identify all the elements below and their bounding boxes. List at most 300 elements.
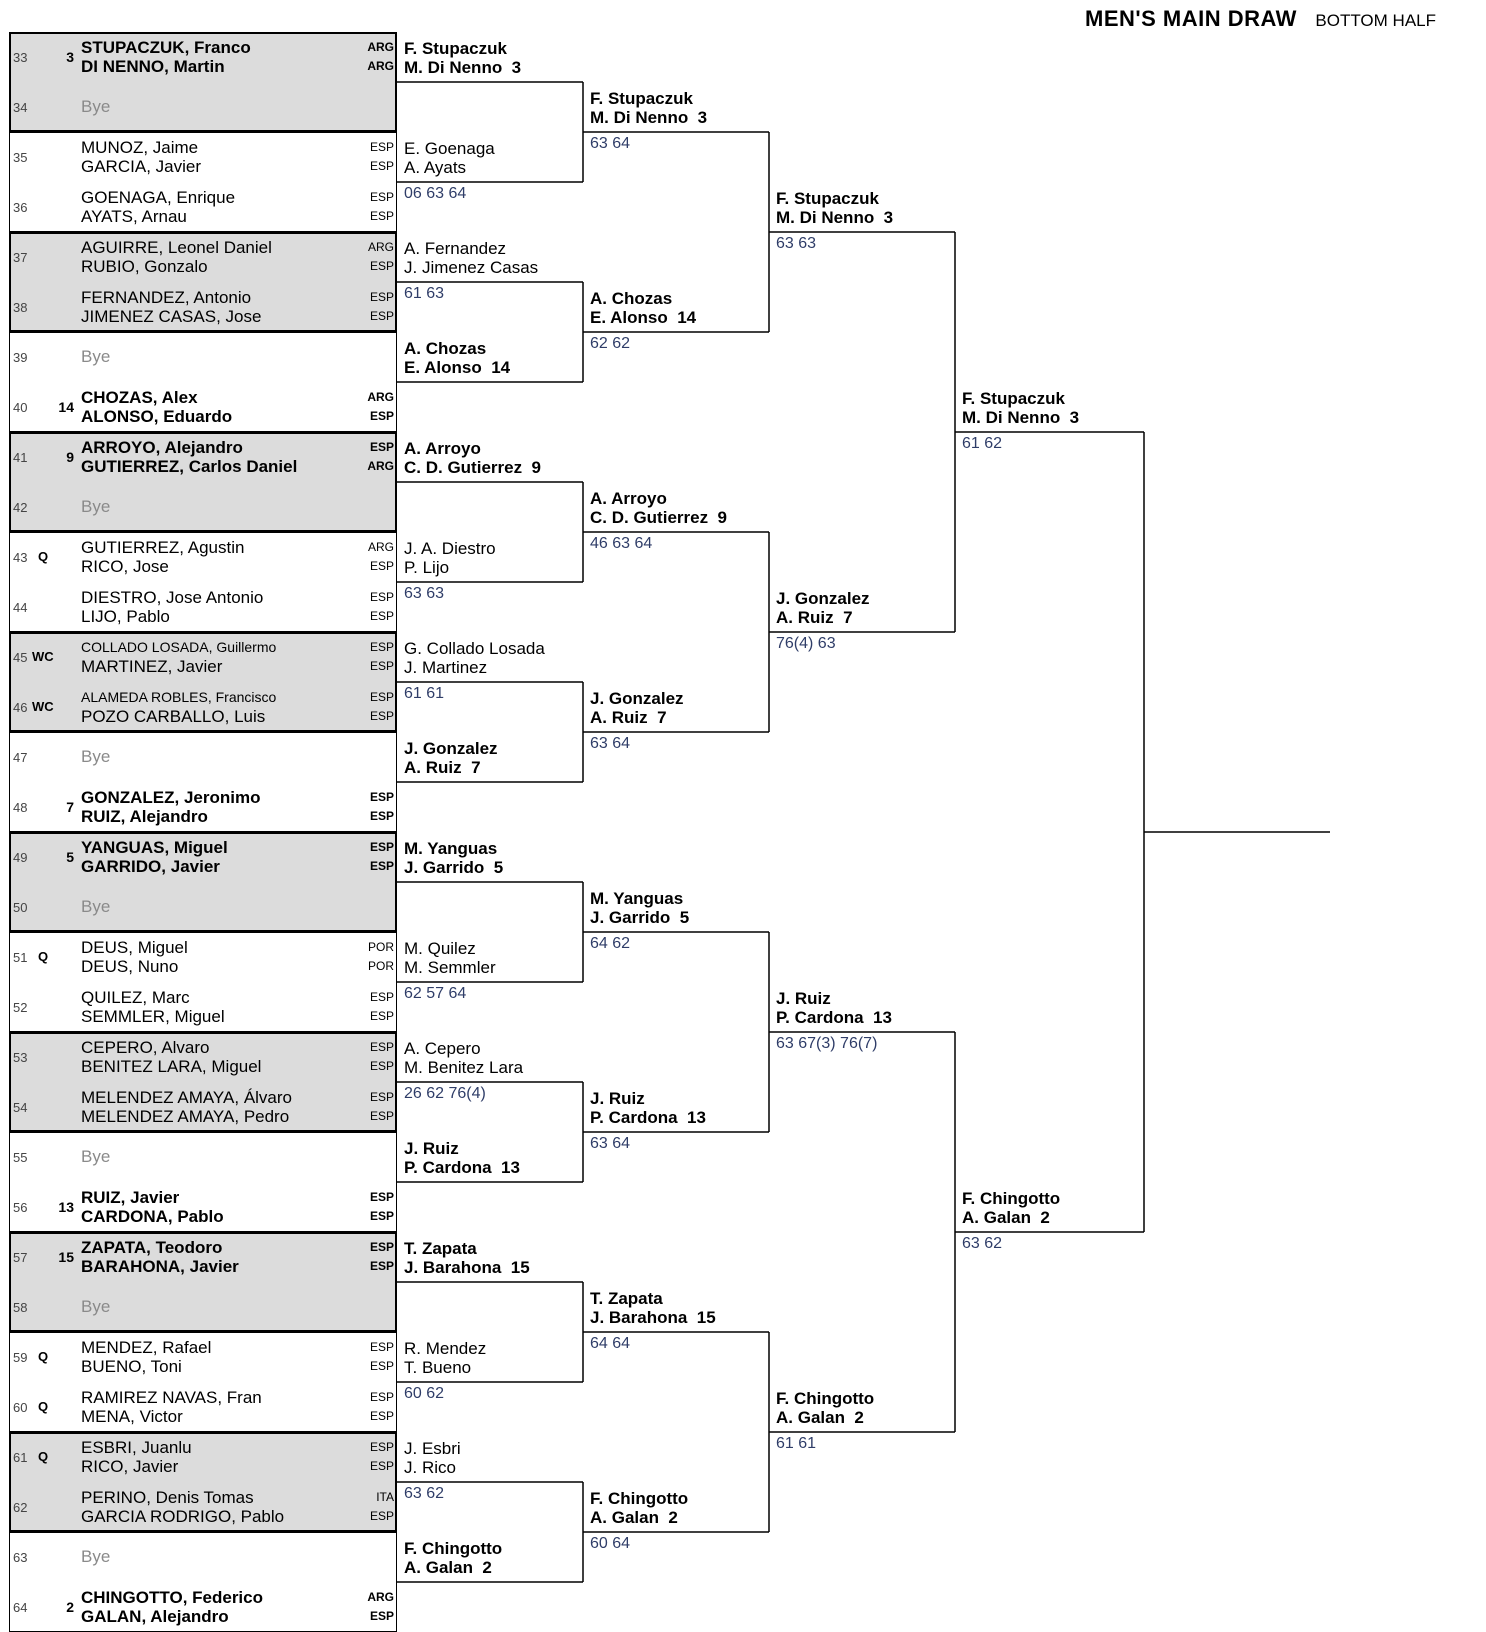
player-last-name: MENDEZ xyxy=(81,1338,153,1357)
seed-number: 9 xyxy=(66,449,74,465)
match-score: 76(4) 63 xyxy=(776,635,836,652)
winner-player-b-row xyxy=(404,1458,461,1477)
player-first-name: Enrique xyxy=(176,188,236,207)
winner-player-b: P. Cardona xyxy=(404,1158,492,1177)
player-first-name: Guillermo xyxy=(216,639,277,655)
player-first-name: Fran xyxy=(226,1388,262,1407)
winner-seed: 2 xyxy=(854,1408,864,1427)
country-code: ESP xyxy=(369,290,394,304)
winner-seed: 3 xyxy=(1069,408,1080,427)
player-name: GARCIA RODRIGO, Pablo xyxy=(81,1507,285,1526)
bye-label: Bye xyxy=(81,97,111,116)
winner-player-b-row xyxy=(404,458,541,477)
winner-player-b-row xyxy=(776,1008,892,1027)
position-number: 62 xyxy=(13,1500,28,1515)
player-first-name: Alejandro xyxy=(150,1607,229,1626)
bye-label: Bye xyxy=(81,1297,111,1316)
player-name: CARDONA, Pablo xyxy=(81,1207,224,1226)
player-first-name: Jeronimo xyxy=(183,788,261,807)
player-name: GOENAGA, Enrique xyxy=(81,188,236,207)
winner-entry xyxy=(590,689,684,727)
draw-group xyxy=(9,132,397,232)
winner-player-b: J. Rico xyxy=(404,1458,456,1477)
player-name: ALONSO, Eduardo xyxy=(81,407,233,426)
country-code: ESP xyxy=(369,1340,394,1354)
winner-player-b-row xyxy=(590,1508,688,1527)
winner-player-a: J. Ruiz xyxy=(590,1089,645,1108)
player-last-name: ESBRI xyxy=(81,1438,133,1457)
player-name: AYATS, Arnau xyxy=(81,207,187,226)
player-last-name: ALAMEDA ROBLES xyxy=(81,689,208,705)
player-last-name: GARCIA RODRIGO xyxy=(81,1507,232,1526)
player-first-name: Jaime xyxy=(152,138,199,157)
winner-player-b-row xyxy=(404,1258,530,1277)
player-last-name: GONZALEZ xyxy=(81,788,175,807)
winner-player-a: M. Quilez xyxy=(404,939,476,958)
winner-entry xyxy=(404,239,538,277)
player-first-name: Eduardo xyxy=(163,407,233,426)
player-first-name: Luis xyxy=(234,707,266,726)
country-code: ESP xyxy=(369,609,394,623)
winner-player-b: M. Di Nenno xyxy=(590,108,689,127)
player-first-name: Javier xyxy=(132,1457,179,1476)
draw-title: MEN'S MAIN DRAW xyxy=(1085,6,1297,31)
position-number: 47 xyxy=(13,750,28,765)
match-score: 64 64 xyxy=(590,1335,631,1352)
winner-entry xyxy=(404,39,521,77)
winner-player-b: J. Garrido xyxy=(404,858,485,877)
match-score: 64 62 xyxy=(590,935,631,952)
country-code: ESP xyxy=(369,1259,394,1273)
player-first-name: Miguel xyxy=(174,1007,225,1026)
country-code: ESP xyxy=(369,1190,394,1204)
winner-seed: 9 xyxy=(717,508,728,527)
position-number: 33 xyxy=(13,50,28,65)
player-last-name: MELENDEZ AMAYA xyxy=(81,1088,235,1107)
winner-player-a: M. Yanguas xyxy=(590,889,684,908)
country-code: ARG xyxy=(367,390,394,404)
country-code: ESP xyxy=(369,1009,394,1023)
player-first-name: Jose Antonio xyxy=(166,588,264,607)
player-first-name: Victor xyxy=(139,1407,183,1426)
country-code: ARG xyxy=(367,540,394,554)
player-first-name: Jose xyxy=(132,557,169,576)
position-number: 64 xyxy=(13,1600,28,1615)
winner-entry xyxy=(590,89,707,127)
winner-seed: 14 xyxy=(677,308,697,327)
winner-player-b-row xyxy=(590,708,684,727)
winner-seed: 15 xyxy=(696,1308,716,1327)
country-code: ARG xyxy=(367,1590,394,1604)
player-last-name: STUPACZUK xyxy=(81,38,185,57)
position-number: 37 xyxy=(13,250,28,265)
winner-player-b: J. Barahona xyxy=(590,1308,688,1327)
player-last-name: POZO CARBALLO xyxy=(81,707,225,726)
country-code: ESP xyxy=(369,259,394,273)
winner-player-a: R. Mendez xyxy=(404,1339,487,1358)
winner-player-a: A. Fernandez xyxy=(404,239,507,258)
winner-player-b: J. Jimenez Casas xyxy=(404,258,539,277)
player-name: MARTINEZ, Javier xyxy=(81,657,223,676)
country-code: ARG xyxy=(367,59,394,73)
winner-seed: 7 xyxy=(471,758,481,777)
player-first-name: Javier xyxy=(177,657,223,676)
player-last-name: RICO xyxy=(81,557,124,576)
seed-number: 5 xyxy=(66,849,74,865)
winner-player-a: M. Yanguas xyxy=(404,839,498,858)
winner-entry xyxy=(404,1139,520,1177)
winner-player-a: A. Chozas xyxy=(590,289,673,308)
player-name: ALAMEDA ROBLES, Francisco xyxy=(81,689,277,705)
winner-player-b-row xyxy=(590,1308,716,1327)
player-name: POZO CARBALLO, Luis xyxy=(81,707,266,726)
player-first-name: Marc xyxy=(151,988,190,1007)
match-score: 06 63 64 xyxy=(404,185,467,202)
winner-entry xyxy=(590,489,727,527)
player-name: GUTIERREZ, Carlos Daniel xyxy=(81,457,298,476)
winner-player-b: A. Galan xyxy=(590,1508,659,1527)
winner-player-b-row xyxy=(776,208,893,227)
winner-seed: 13 xyxy=(873,1008,892,1027)
winner-player-a: F. Chingotto xyxy=(404,1539,503,1558)
position-number: 42 xyxy=(13,500,28,515)
player-name: RAMIREZ NAVAS, Fran xyxy=(81,1388,262,1407)
player-last-name: BARAHONA xyxy=(81,1257,181,1276)
match-score: 61 63 xyxy=(404,285,445,302)
position-number: 46 xyxy=(13,700,28,715)
player-name: SEMMLER, Miguel xyxy=(81,1007,225,1026)
winner-player-b: A. Galan xyxy=(776,1408,845,1427)
country-code: ESP xyxy=(369,1440,394,1454)
country-code: ESP xyxy=(369,1109,394,1123)
position-number: 60 xyxy=(13,1400,28,1415)
player-name: COLLADO LOSADA, Guillermo xyxy=(81,639,277,655)
winner-entry xyxy=(404,139,495,177)
player-name: FERNANDEZ, Antonio xyxy=(81,288,252,307)
player-name: DEUS, Miguel xyxy=(81,938,188,957)
winner-player-b: A. Galan xyxy=(404,1558,473,1577)
player-first-name: Miguel xyxy=(137,938,188,957)
winner-entry xyxy=(590,289,696,327)
player-first-name: Alejandro xyxy=(164,438,243,457)
winner-player-b: C. D. Gutierrez xyxy=(404,458,523,477)
winner-player-b: M. Benitez Lara xyxy=(404,1058,524,1077)
winner-player-a: T. Zapata xyxy=(590,1289,663,1308)
winner-entry xyxy=(590,1289,716,1327)
winner-player-b: J. Martinez xyxy=(404,658,488,677)
winner-player-a: J. Gonzalez xyxy=(776,589,870,608)
player-first-name: Nuno xyxy=(137,957,179,976)
winner-seed: 13 xyxy=(687,1108,706,1127)
seed-number: 13 xyxy=(58,1199,74,1215)
player-name: GONZALEZ, Jeronimo xyxy=(81,788,261,807)
winner-player-b: A. Ruiz xyxy=(776,608,834,627)
player-name: CHINGOTTO, Federico xyxy=(81,1588,263,1607)
winner-entry xyxy=(404,839,503,877)
winner-entry xyxy=(404,1039,523,1077)
winner-player-b-row xyxy=(404,758,498,777)
player-name: GALAN, Alejandro xyxy=(81,1607,229,1626)
winner-player-a: J. Esbri xyxy=(404,1439,461,1458)
country-code: ESP xyxy=(369,190,394,204)
player-last-name: CHINGOTTO xyxy=(81,1588,183,1607)
player-first-name: Alex xyxy=(161,388,198,407)
winner-seed: 3 xyxy=(883,208,894,227)
winner-player-b-row xyxy=(404,1158,520,1177)
winner-player-a: F. Chingotto xyxy=(776,1389,875,1408)
seed-number: 14 xyxy=(58,399,74,415)
winner-entry xyxy=(404,1239,530,1277)
player-last-name: CHOZAS xyxy=(81,388,153,407)
winner-player-b-row xyxy=(590,1108,706,1127)
player-name: CEPERO, Alvaro xyxy=(81,1038,210,1057)
position-number: 53 xyxy=(13,1050,28,1065)
winner-entry xyxy=(404,939,496,977)
winner-player-b: J. Garrido xyxy=(590,908,671,927)
player-last-name: GUTIERREZ xyxy=(81,457,180,476)
seed-number: 2 xyxy=(66,1599,74,1615)
seed-number: 7 xyxy=(66,799,74,815)
country-code: ESP xyxy=(369,1609,394,1623)
player-last-name: MENA xyxy=(81,1407,131,1426)
position-number: 58 xyxy=(13,1300,28,1315)
position-number: 40 xyxy=(13,400,28,415)
player-last-name: JIMENEZ CASAS xyxy=(81,307,217,326)
player-first-name: Teodoro xyxy=(155,1238,223,1257)
position-number: 59 xyxy=(13,1350,28,1365)
winner-player-b: M. Di Nenno xyxy=(962,408,1061,427)
winner-player-a: E. Goenaga xyxy=(404,139,495,158)
player-name: RUIZ, Javier xyxy=(81,1188,180,1207)
winner-player-b-row xyxy=(404,1358,486,1377)
winner-player-a: A. Cepero xyxy=(404,1039,481,1058)
match-score: 26 62 76(4) xyxy=(404,1085,486,1102)
player-name: MELENDEZ AMAYA, Pedro xyxy=(81,1107,290,1126)
match-score: 63 62 xyxy=(404,1485,445,1502)
player-last-name: GOENAGA xyxy=(81,188,167,207)
winner-entry xyxy=(776,189,893,227)
player-first-name: Antonio xyxy=(193,288,252,307)
seed-number: 3 xyxy=(66,49,74,65)
country-code: ESP xyxy=(369,840,394,854)
bye-label: Bye xyxy=(81,1147,111,1166)
winner-player-b-row xyxy=(404,658,545,677)
player-first-name: Javier xyxy=(189,1257,239,1276)
winner-seed: 2 xyxy=(668,1508,678,1527)
player-last-name: RUIZ xyxy=(81,1188,121,1207)
winner-player-b-row xyxy=(404,58,521,77)
player-first-name: Martin xyxy=(173,57,225,76)
winner-player-a: J. Gonzalez xyxy=(590,689,684,708)
player-last-name: RAMIREZ NAVAS xyxy=(81,1388,218,1407)
winner-entry xyxy=(776,1389,874,1427)
player-first-name: Gonzalo xyxy=(144,257,208,276)
player-first-name: Jose xyxy=(225,307,262,326)
winner-player-b-row xyxy=(404,858,503,877)
winner-player-b-row xyxy=(404,158,495,177)
winner-player-b-row xyxy=(776,608,870,627)
player-name: ESBRI, Juanlu xyxy=(81,1438,192,1457)
bye-label: Bye xyxy=(81,897,111,916)
entry-type: Q xyxy=(38,549,49,564)
country-code: ESP xyxy=(369,1090,394,1104)
winner-player-a: A. Arroyo xyxy=(590,489,667,508)
country-code: ESP xyxy=(369,659,394,673)
winner-player-b-row xyxy=(404,358,510,377)
winner-player-b: M. Di Nenno xyxy=(776,208,875,227)
winner-player-b: T. Bueno xyxy=(404,1358,472,1377)
match-score: 63 63 xyxy=(404,585,445,602)
country-code: ESP xyxy=(369,990,394,1004)
country-code: ESP xyxy=(369,1459,394,1473)
winner-player-b: J. Barahona xyxy=(404,1258,502,1277)
winner-player-b: P. Lijo xyxy=(404,558,450,577)
country-code: ESP xyxy=(369,859,394,873)
player-last-name: RUIZ xyxy=(81,807,121,826)
winner-seed: 7 xyxy=(657,708,667,727)
player-first-name: Federico xyxy=(192,1588,263,1607)
player-name: BARAHONA, Javier xyxy=(81,1257,239,1276)
match-score: 63 63 xyxy=(776,235,817,252)
player-last-name: RUBIO xyxy=(81,257,135,276)
player-last-name: CARDONA xyxy=(81,1207,168,1226)
winner-seed: 3 xyxy=(697,108,708,127)
player-first-name: Rafael xyxy=(162,1338,212,1357)
player-first-name: Juanlu xyxy=(141,1438,192,1457)
player-last-name: DI NENNO xyxy=(81,57,165,76)
player-first-name: Pedro xyxy=(243,1107,290,1126)
player-first-name: Alvaro xyxy=(161,1038,210,1057)
player-name: GARCIA, Javier xyxy=(81,157,201,176)
winner-seed: 9 xyxy=(531,458,542,477)
position-number: 54 xyxy=(13,1100,28,1115)
country-code: ESP xyxy=(369,640,394,654)
player-last-name: GARCIA xyxy=(81,157,147,176)
player-last-name: DEUS xyxy=(81,938,129,957)
country-code: ARG xyxy=(367,40,394,54)
player-first-name: Carlos Daniel xyxy=(188,457,298,476)
winner-entry xyxy=(404,339,510,377)
winner-player-a: A. Arroyo xyxy=(404,439,481,458)
player-last-name: ALONSO xyxy=(81,407,154,426)
player-first-name: Álvaro xyxy=(243,1088,292,1107)
country-code: ESP xyxy=(369,1040,394,1054)
winner-entry xyxy=(590,889,689,927)
country-code: ESP xyxy=(369,1409,394,1423)
winner-player-b-row xyxy=(404,558,496,577)
player-last-name: COLLADO LOSADA xyxy=(81,639,209,655)
position-number: 44 xyxy=(13,600,28,615)
player-last-name: BENITEZ LARA xyxy=(81,1057,202,1076)
winner-player-b: P. Cardona xyxy=(590,1108,678,1127)
country-code: ESP xyxy=(369,1359,394,1373)
player-name: BUENO, Toni xyxy=(81,1357,182,1376)
winner-seed: 13 xyxy=(501,1158,520,1177)
country-code: ESP xyxy=(369,809,394,823)
position-number: 39 xyxy=(13,350,28,365)
winner-player-a: F. Stupaczuk xyxy=(776,189,879,208)
winner-seed: 15 xyxy=(510,1258,530,1277)
player-last-name: MARTINEZ xyxy=(81,657,168,676)
match-score: 63 62 xyxy=(962,1235,1003,1252)
player-last-name: MUNOZ xyxy=(81,138,144,157)
player-name: ARROYO, Alejandro xyxy=(81,438,243,457)
winner-entry xyxy=(590,1089,706,1127)
winner-entry xyxy=(404,439,541,477)
player-name: QUILEZ, Marc xyxy=(81,988,190,1007)
match-score: 61 61 xyxy=(776,1435,817,1452)
position-number: 34 xyxy=(13,100,28,115)
match-score: 46 63 64 xyxy=(590,535,653,552)
position-number: 52 xyxy=(13,1000,28,1015)
player-name: MUNOZ, Jaime xyxy=(81,138,199,157)
winner-entry xyxy=(776,589,870,627)
entry-type: WC xyxy=(32,649,54,664)
match-score: 61 61 xyxy=(404,685,445,702)
winner-seed: 14 xyxy=(491,358,511,377)
winner-player-b-row xyxy=(590,308,696,327)
player-name: DEUS, Nuno xyxy=(81,957,179,976)
winner-player-b: A. Ayats xyxy=(404,158,467,177)
player-first-name: Franco xyxy=(194,38,251,57)
player-last-name: LIJO xyxy=(81,607,117,626)
winner-player-b-row xyxy=(962,1208,1060,1227)
player-last-name: CEPERO xyxy=(81,1038,153,1057)
match-score: 63 64 xyxy=(590,1135,631,1152)
winner-entry xyxy=(404,1539,502,1577)
winner-player-b: P. Cardona xyxy=(776,1008,864,1027)
player-last-name: FERNANDEZ xyxy=(81,288,185,307)
entry-type: Q xyxy=(38,949,49,964)
player-last-name: AGUIRRE xyxy=(81,238,159,257)
entry-type: Q xyxy=(38,1349,49,1364)
player-first-name: Javier xyxy=(130,1188,180,1207)
winner-entry xyxy=(404,739,498,777)
winner-player-a: T. Zapata xyxy=(404,1239,477,1258)
winner-player-b: A. Galan xyxy=(962,1208,1031,1227)
position-number: 43 xyxy=(13,550,28,565)
player-name: GARRIDO, Javier xyxy=(81,857,220,876)
winner-player-a: F. Chingotto xyxy=(590,1489,689,1508)
country-code: ESP xyxy=(369,440,394,454)
country-code: POR xyxy=(367,959,394,973)
player-last-name: AYATS xyxy=(81,207,133,226)
player-name: ZAPATA, Teodoro xyxy=(81,1238,223,1257)
match-score: 62 57 64 xyxy=(404,985,467,1002)
entry-type: Q xyxy=(38,1399,49,1414)
entry-type: Q xyxy=(38,1449,49,1464)
player-name: RUBIO, Gonzalo xyxy=(81,257,208,276)
winner-player-b: C. D. Gutierrez xyxy=(590,508,709,527)
country-code: ESP xyxy=(369,1390,394,1404)
player-first-name: Javier xyxy=(170,857,220,876)
player-name: DIESTRO, Jose Antonio xyxy=(81,588,264,607)
match-score: 60 62 xyxy=(404,1385,445,1402)
player-last-name: ARROYO xyxy=(81,438,156,457)
winner-player-a: F. Stupaczuk xyxy=(590,89,693,108)
winner-player-a: J. A. Diestro xyxy=(404,539,496,558)
player-last-name: RICO xyxy=(81,1457,124,1476)
player-first-name: Alejandro xyxy=(129,807,208,826)
country-code: ITA xyxy=(376,1490,394,1504)
position-number: 41 xyxy=(13,450,28,465)
player-name: PERINO, Denis Tomas xyxy=(81,1488,254,1507)
country-code: ESP xyxy=(369,1059,394,1073)
player-name: MELENDEZ AMAYA, Álvaro xyxy=(81,1088,292,1107)
player-name: RUIZ, Alejandro xyxy=(81,807,208,826)
match-score: 63 67(3) 76(7) xyxy=(776,1035,878,1052)
position-number: 50 xyxy=(13,900,28,915)
